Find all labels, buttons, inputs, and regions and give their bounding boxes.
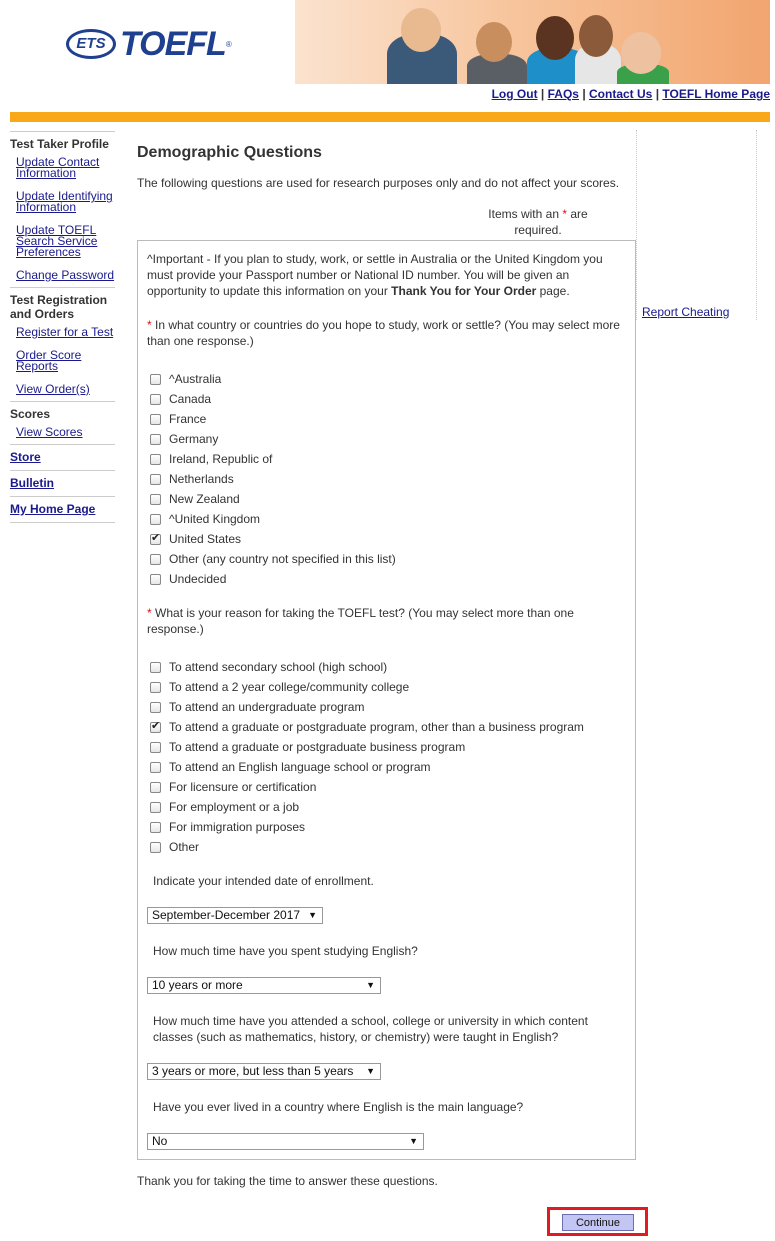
reason-checkbox[interactable] — [150, 762, 161, 773]
reason-checkbox[interactable] — [150, 822, 161, 833]
view-orders-link[interactable]: View Order(s) — [16, 382, 90, 396]
reason-option[interactable] — [150, 738, 465, 756]
reason-option[interactable] — [150, 698, 364, 716]
reason-option-label: To attend a graduate or postgraduate business program — [169, 740, 466, 754]
reason-option-label: For immigration purposes — [169, 820, 306, 834]
question-english-study-time: How much time have you spent studying English? — [153, 944, 418, 958]
reason-checkbox[interactable] — [150, 722, 161, 733]
column-divider-right — [756, 130, 757, 320]
country-checkbox[interactable] — [150, 514, 161, 525]
intro-text: The following questions are used for research purposes only and do not affect your scores. — [137, 176, 620, 190]
sidebar-scores-group — [10, 401, 115, 444]
sidebar-home-group — [10, 496, 115, 522]
country-option-label: New Zealand — [169, 492, 240, 506]
reason-option[interactable] — [150, 778, 316, 796]
country-option[interactable] — [150, 510, 260, 528]
country-option[interactable] — [150, 490, 240, 508]
log-out-link[interactable]: Log Out — [491, 87, 538, 101]
sidebar-store-group — [10, 444, 115, 470]
required-note: Items with an * are required. — [488, 207, 588, 237]
country-checkbox[interactable] — [150, 574, 161, 585]
country-checkbox[interactable] — [150, 494, 161, 505]
question-countries: * In what country or countries do you hope to study, work or settle? (You may select more than one response.) — [147, 318, 620, 348]
country-checkbox[interactable] — [150, 394, 161, 405]
faqs-link[interactable]: FAQs — [547, 87, 579, 101]
contact-us-link[interactable]: Contact Us — [589, 87, 653, 101]
country-checkbox[interactable] — [150, 554, 161, 565]
sidebar-bottom-rule — [10, 522, 115, 523]
sidebar-heading-registration: Test Registration and Orders — [10, 293, 108, 321]
country-option-label: Ireland, Republic of — [169, 452, 273, 466]
enrollment-date-select[interactable]: September-December 2017 ▼ — [147, 907, 323, 924]
lived-english-country-select[interactable]: No ▼ — [147, 1133, 424, 1150]
sidebar-bulletin-group — [10, 470, 115, 496]
toefl-home-page-link[interactable]: TOEFL Home Page — [662, 87, 770, 101]
view-scores-link[interactable]: View Scores — [16, 425, 83, 439]
column-divider — [636, 130, 637, 320]
important-notice: ^Important - If you plan to study, work, or settle in Australia or the United Kingdom you must provide your Passport number or National ID number. You will be given an opportunity to update this information on your Thank You for Your Order page. — [147, 252, 603, 298]
reason-checkbox[interactable] — [150, 662, 161, 673]
country-option[interactable] — [150, 470, 234, 488]
country-checkbox[interactable] — [150, 374, 161, 385]
country-checkbox[interactable] — [150, 534, 161, 545]
country-option-label: ^Australia — [169, 372, 222, 386]
country-option-label: Netherlands — [169, 472, 234, 486]
reason-option[interactable] — [150, 838, 199, 856]
reason-checkbox[interactable] — [150, 682, 161, 693]
reason-checkbox[interactable] — [150, 702, 161, 713]
update-search-service-link[interactable]: Update TOEFL Search Service Preferences — [16, 223, 98, 259]
sidebar-heading-scores: Scores — [10, 407, 51, 421]
reason-option-label: Other — [169, 840, 200, 854]
change-password-link[interactable]: Change Password — [16, 268, 115, 282]
reason-option[interactable] — [150, 678, 409, 696]
sidebar — [10, 131, 115, 523]
country-checkbox[interactable] — [150, 434, 161, 445]
country-option[interactable] — [150, 370, 221, 388]
english-study-time-select[interactable]: 10 years or more ▼ — [147, 977, 381, 994]
reason-option-label: To attend secondary school (high school) — [169, 660, 388, 674]
chevron-down-icon: ▼ — [366, 980, 375, 990]
country-option-label: ^United Kingdom — [169, 512, 261, 526]
reason-option-label: To attend a 2 year college/community college — [169, 680, 410, 694]
country-option[interactable] — [150, 390, 211, 408]
question-english-instruction-time: How much time have you attended a school, college or university in which content classes (such as mathematics, history, or chemistry) were taught in English? — [153, 1014, 588, 1044]
country-option-label: Germany — [169, 432, 219, 446]
bulletin-link[interactable]: Bulletin — [10, 476, 54, 490]
country-checkbox[interactable] — [150, 414, 161, 425]
reason-option[interactable] — [150, 818, 305, 836]
country-option[interactable] — [150, 530, 241, 548]
country-option[interactable] — [150, 450, 272, 468]
country-checkbox[interactable] — [150, 474, 161, 485]
sidebar-profile-group — [10, 131, 115, 287]
my-home-page-link[interactable]: My Home Page — [10, 502, 96, 516]
question-enrollment-date: Indicate your intended date of enrollment. — [153, 874, 374, 888]
top-links: Log Out | FAQs | Contact Us | TOEFL Home Page — [491, 87, 770, 101]
continue-button[interactable]: Continue — [562, 1214, 634, 1231]
reason-option-label: For employment or a job — [169, 800, 300, 814]
country-option[interactable] — [150, 410, 206, 428]
reason-option[interactable] — [150, 658, 387, 676]
reason-option-label: To attend a graduate or postgraduate program, other than a business program — [169, 720, 584, 734]
store-link[interactable]: Store — [10, 450, 41, 464]
toefl-wordmark: TOEFL — [120, 24, 226, 63]
page-title: Demographic Questions — [137, 144, 322, 161]
header-banner-image — [295, 0, 770, 84]
ets-logo: ETS — [66, 29, 116, 59]
country-option-label: Undecided — [169, 572, 227, 586]
registered-mark: ® — [225, 39, 232, 49]
register-for-test-link[interactable]: Register for a Test — [16, 325, 114, 339]
english-instruction-time-select[interactable]: 3 years or more, but less than 5 years ▼ — [147, 1063, 381, 1080]
thank-you-text: Thank you for taking the time to answer these questions. — [137, 1174, 438, 1188]
reason-option-label: To attend an English language school or program — [169, 760, 431, 774]
chevron-down-icon: ▼ — [409, 1136, 418, 1146]
chevron-down-icon: ▼ — [308, 910, 317, 920]
country-option-label: Canada — [169, 392, 212, 406]
reason-option-label: For licensure or certification — [169, 780, 317, 794]
reason-checkbox[interactable] — [150, 802, 161, 813]
question-reasons: * What is your reason for taking the TOEFL test? (You may select more than one response.) — [147, 606, 574, 636]
chevron-down-icon: ▼ — [366, 1066, 375, 1076]
sidebar-registration-group — [10, 287, 115, 401]
country-option[interactable] — [150, 430, 218, 448]
reason-option-label: To attend an undergraduate program — [169, 700, 365, 714]
country-option-label: France — [169, 412, 207, 426]
country-option-label: Other (any country not specified in this list) — [169, 552, 396, 566]
country-option-label: United States — [169, 532, 242, 546]
reason-checkbox[interactable] — [150, 742, 161, 753]
country-option[interactable] — [150, 550, 396, 568]
order-score-reports-link[interactable]: Order Score Reports — [16, 348, 82, 373]
reason-checkbox[interactable] — [150, 782, 161, 793]
sidebar-heading-profile: Test Taker Profile — [10, 137, 109, 151]
header-divider-bar — [10, 112, 770, 122]
country-checkbox[interactable] — [150, 454, 161, 465]
reason-option[interactable] — [150, 718, 584, 736]
toefl-logo — [66, 26, 232, 62]
reason-option[interactable] — [150, 798, 299, 816]
update-contact-information-link[interactable]: Update Contact Information — [16, 155, 100, 180]
reason-checkbox[interactable] — [150, 842, 161, 853]
update-identifying-information-link[interactable]: Update Identifying Information — [16, 189, 113, 214]
question-lived-english-country: Have you ever lived in a country where English is the main language? — [153, 1100, 524, 1114]
country-option[interactable] — [150, 570, 226, 588]
reason-option[interactable] — [150, 758, 431, 776]
report-cheating-link[interactable]: Report Cheating — [642, 305, 730, 319]
